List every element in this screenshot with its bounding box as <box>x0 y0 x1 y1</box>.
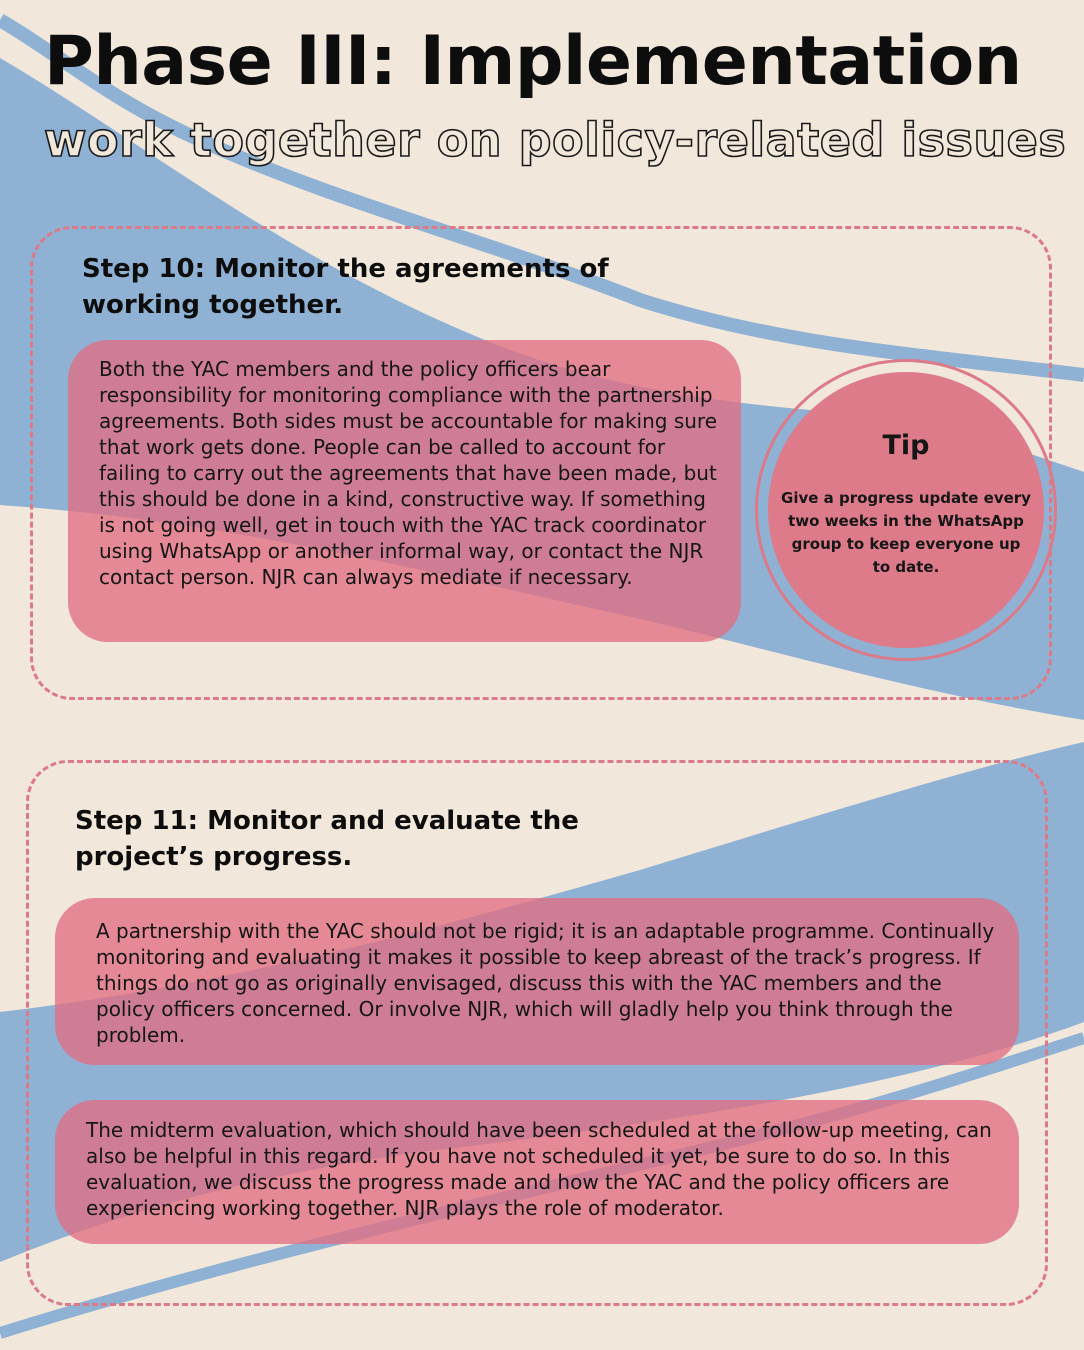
step11-body-bubble-2 <box>55 1100 1019 1244</box>
tip-title: Tip <box>882 430 930 461</box>
page-title: Phase III: Implementation <box>44 22 1022 101</box>
step11-title: Step 11: Monitor and evaluate the project’s progress. <box>75 806 579 872</box>
page-subtitle: work together on policy-related issues <box>44 113 1067 167</box>
step10-body-bubble <box>68 340 741 642</box>
step11-paragraph-2: The midterm evaluation, which should have been scheduled at the follow-up meeting, can also be helpful in this regard. If you have not scheduled it yet, be sure to do so. In this evaluation, we discuss the progress made and how the YAC and the policy officers are experiencing working together. NJR plays the role of moderator. <box>86 1118 992 1220</box>
tip-circle <box>755 359 1057 661</box>
tip-circle-fill <box>768 372 1044 648</box>
step10-body: Both the YAC members and the policy officers bear responsibility for monitoring compliance with the partnership agreements. Both sides must be accountable for making sure that work gets done. People can be called to account for failing to carry out the agreements that have been made, but this should be done in a kind, constructive way. If something is not going well, get in touch with the YAC track coordinator using WhatsApp or another informal way, or contact the NJR contact person. NJR can always mediate if necessary. <box>99 357 717 589</box>
step11-paragraph-1: A partnership with the YAC should not be rigid; it is an adaptable programme. Continually monitoring and evaluating it makes it possible to keep abreast of the track’s progress. If things do not go as originally envisaged, discuss this with the YAC members and the policy officers concerned. Or involve NJR, which will gladly help you think through the problem. <box>96 919 995 1047</box>
step11-body-bubble-1 <box>55 898 1019 1065</box>
tip-text: Give a progress update every two weeks in the WhatsApp group to keep everyone up to date. <box>781 489 1031 576</box>
step10-title: Step 10: Monitor the agreements of working together. <box>82 254 609 320</box>
